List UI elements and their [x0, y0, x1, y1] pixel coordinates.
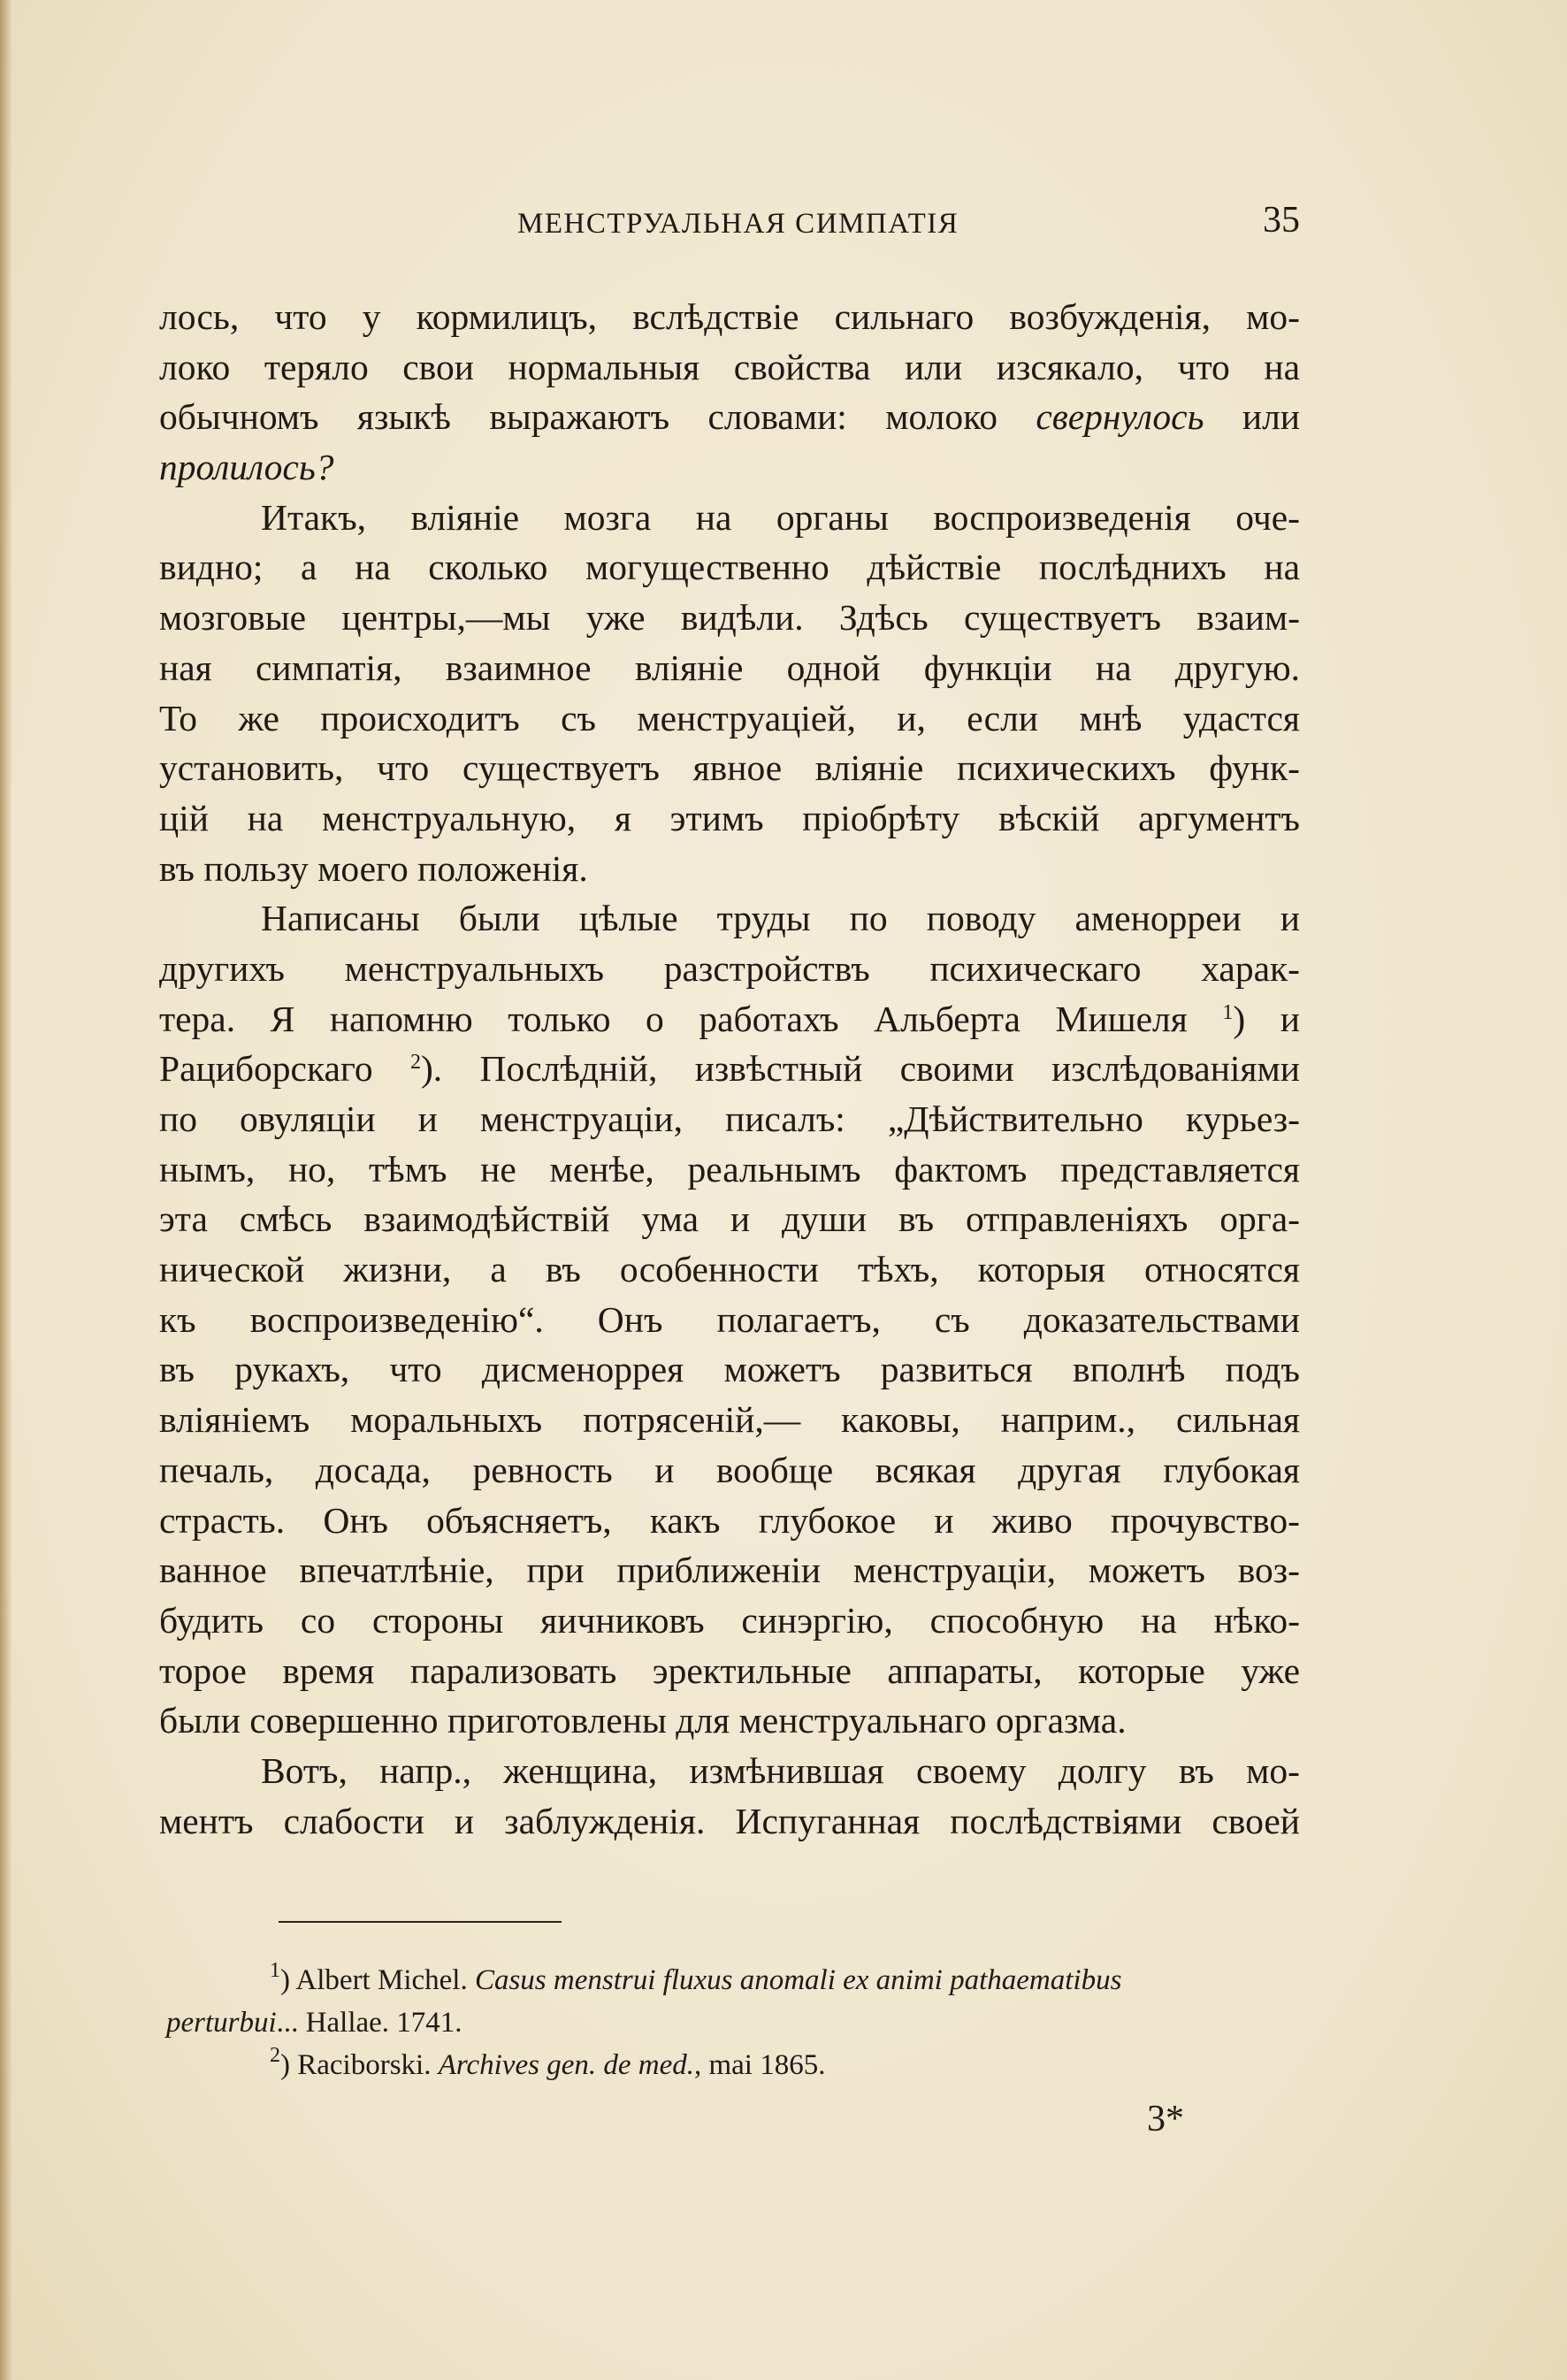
text-line: видно; а на сколько могущественно дѣйствіе послѣднихъ на	[159, 547, 1300, 588]
text-line: Написаны были цѣлые труды по поводу аменорреи и	[261, 898, 1300, 939]
italic-term: пролилось?	[159, 447, 334, 488]
text-line: Рациборскаго $^2$). Послѣдній, извѣстный своими изслѣдованіями	[159, 1048, 1300, 1090]
footnotes	[159, 1959, 1300, 2086]
text-line: мозговые центры,—мы уже видѣли. Здѣсь существуетъ взаим-	[159, 597, 1300, 639]
text-line: ная симпатія, взаимное вліяніе одной функціи на другую.	[159, 647, 1300, 688]
text-line: Итакъ, вліяніе мозга на органы воспроизведенія оче-	[261, 496, 1300, 538]
text-line	[159, 442, 1300, 493]
footnote-1: $^1$) Albert Michel. Casus menstrui fluxus anomali ex animi pathaematibus	[270, 1959, 1122, 1996]
signature-mark: 3*	[1147, 2099, 1184, 2139]
text-line: страсть. Онъ объясняетъ, какъ глубокое и живо прочувство-	[159, 1499, 1300, 1541]
text-line: лось, что у кормилицъ, вслѣдствіе сильнаго возбужденія, мо-	[159, 296, 1300, 337]
text-line: ванное впечатлѣніе, при приближеніи менструаціи, можетъ воз-	[159, 1550, 1300, 1591]
text-line: эта смѣсь взаимодѣйствій ума и души въ отправленіяхъ орга-	[159, 1198, 1300, 1240]
page-header	[159, 199, 1300, 252]
text-line: въ рукахъ, что дисменоррея можетъ развиться вполнѣ подъ	[159, 1349, 1300, 1390]
footnote-ref[interactable]: 2	[409, 1051, 421, 1075]
italic-term: свернулось	[1036, 396, 1204, 438]
text-line: локо теряло свои нормальныя свойства или изсякало, что на	[159, 346, 1300, 387]
running-head: МЕНСТРУАЛЬНАЯ СИМПАТІЯ	[517, 208, 959, 240]
text-line: печаль, досада, ревность и вообще всякая другая глубокая	[159, 1449, 1300, 1490]
page-gutter-shadow	[0, 0, 12, 2380]
text-line: будить со стороны яичниковъ синэргію, способную на нѣко-	[159, 1599, 1300, 1641]
text-line: цій на менструальную, я этимъ пріобрѣту вѣскій аргументъ	[159, 797, 1300, 838]
page-number: 35	[1263, 200, 1300, 241]
text-line: вліяніемъ моральныхъ потрясеній,— каковы, наприм., сильная	[159, 1399, 1300, 1441]
text-line: Вотъ, напр., женщина, измѣнившая своему долгу въ мо-	[261, 1749, 1300, 1791]
text-line: къ воспроизведенію“. Онъ полагаетъ, съ доказательствами	[159, 1298, 1300, 1340]
text-line: нической жизни, а въ особенности тѣхъ, которыя относятся	[159, 1249, 1300, 1290]
footnote-ref[interactable]: 1	[1222, 1000, 1234, 1024]
text-line: другихъ менструальныхъ разстройствъ психическаго харак-	[159, 947, 1300, 989]
text-line: тера. Я напомню только о работахъ Альберта Мишеля $^1$) и	[159, 998, 1301, 1039]
footnote-2: $^2$) Raciborski. Archives gen. de med., mai 1865.	[270, 2044, 826, 2081]
text-line: въ пользу моего положенія.	[159, 847, 588, 889]
text-line: нымъ, но, тѣмъ не менѣе, реальнымъ фактомъ представляется	[159, 1148, 1300, 1190]
text-line: ментъ слабости и заблужденія. Испуганная послѣдствіями своей	[159, 1800, 1300, 1841]
footnote-divider	[279, 1921, 562, 1923]
text-line: были совершенно приготовлены для менструальнаго оргазма.	[159, 1700, 1127, 1741]
footnote-1-cont: perturbui... Hallae. 1741.	[166, 2007, 462, 2039]
text-line: торое время парализовать эректильные аппараты, которые уже	[159, 1649, 1300, 1691]
body-text	[159, 292, 1300, 1846]
text-line: обычномъ языкѣ выражаютъ словами: молоко свернулось или	[159, 396, 1300, 438]
text-line: установить, что существуетъ явное вліяніе психическихъ функ-	[159, 747, 1300, 789]
text-line: То же происходитъ съ менструаціей, и, если мнѣ удастся	[159, 697, 1300, 738]
text-line: по овуляціи и менструаціи, писалъ: „Дѣйствительно курьез-	[159, 1098, 1300, 1139]
